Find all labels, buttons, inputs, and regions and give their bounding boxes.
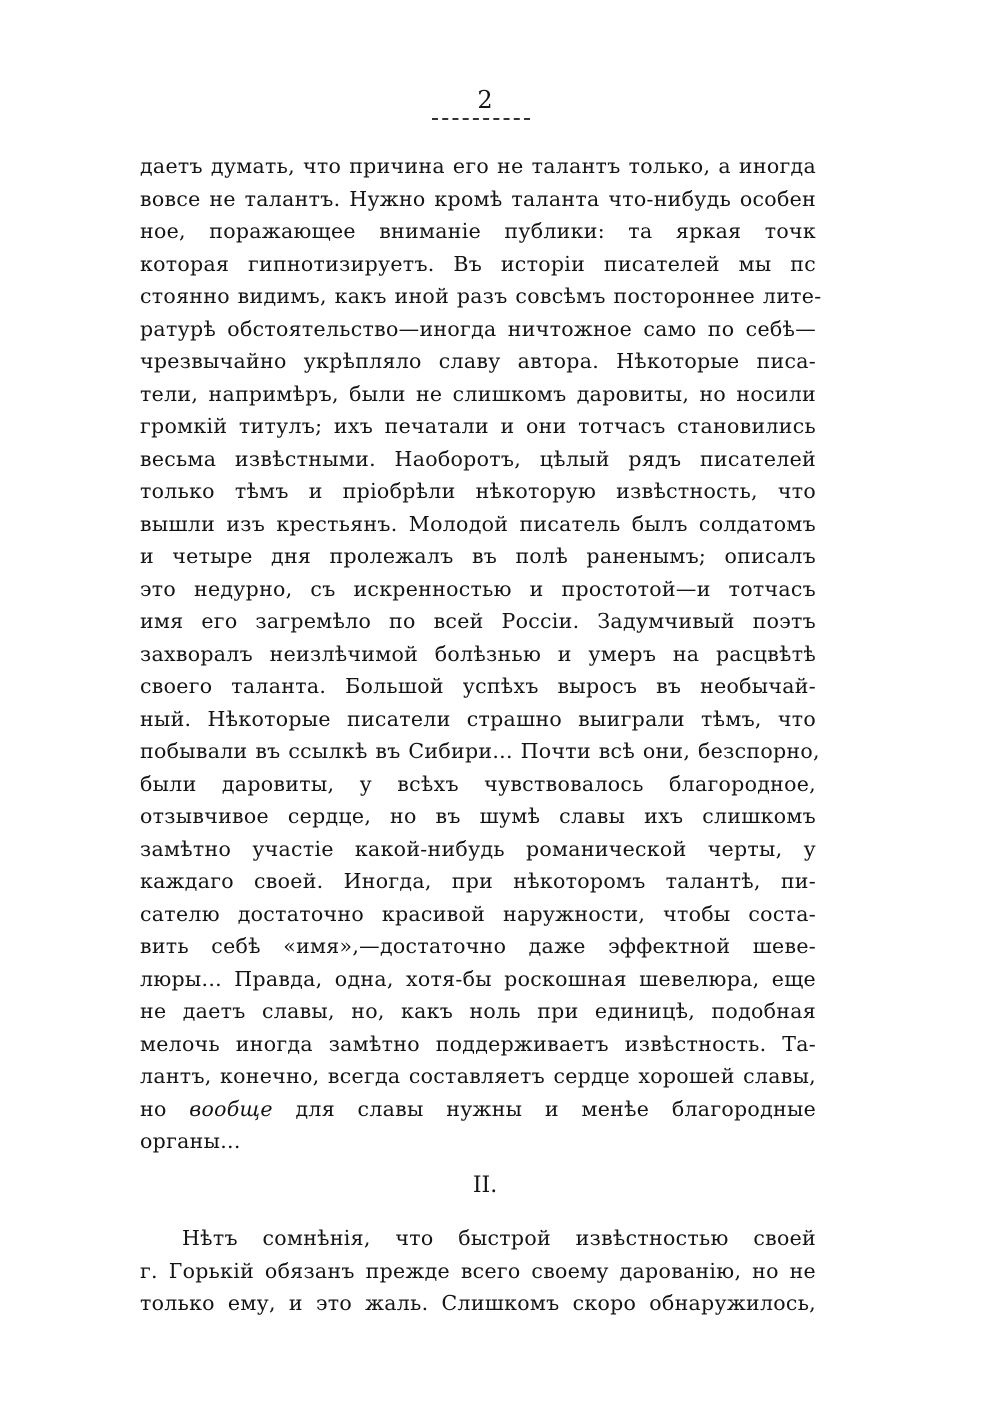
text-line: даетъ думать, что причина его не талантъ только, а иногда xyxy=(140,154,816,178)
text-line: ный. Нѣкоторые писатели страшно выиграли тѣмъ, что xyxy=(140,706,816,731)
text-line: лантъ, конечно, всегда составляетъ сердце хорошей славы, xyxy=(140,1064,816,1088)
text-line: которая гипнотизируетъ. Въ исторіи писателей мы пс xyxy=(140,251,816,276)
text-line: вовсе не талантъ. Нужно кромѣ таланта что-нибудь особен xyxy=(140,186,816,211)
text-line-last: органы... xyxy=(140,1129,241,1153)
paragraph-2 xyxy=(140,1222,816,1320)
text-line: и четыре дня пролежалъ въ полѣ раненымъ; описалъ xyxy=(140,544,816,568)
text-line: каждаго своей. Иногда, при нѣкоторомъ талантѣ, пи- xyxy=(140,869,816,893)
text-line: отзывчивое сердце, но въ шумѣ славы ихъ слишкомъ xyxy=(140,804,816,828)
text-line: своего таланта. Большой успѣхъ выросъ въ необычай- xyxy=(140,674,816,698)
paragraph-1 xyxy=(140,150,822,1158)
text-line: были даровиты, у всѣхъ чувствовалось благородное, xyxy=(140,771,816,796)
text-line: вить себѣ «имя»,—достаточно даже эффектной шеве- xyxy=(140,934,816,958)
text-line: ратурѣ обстоятельство—иногда ничтожное само по себѣ— xyxy=(140,316,816,341)
text-line: стоянно видимъ, какъ иной разъ совсѣмъ постороннее лите- xyxy=(140,284,822,308)
text-line: это недурно, съ искренностью и простотой—и тотчасъ xyxy=(140,576,816,601)
text-line: тели, напримѣръ, были не слишкомъ даровиты, но носили xyxy=(140,381,816,406)
text-line: весьма извѣстными. Наоборотъ, цѣлый рядъ писателей xyxy=(140,446,816,471)
text-line: замѣтно участіе какой-нибудь романической черты, у xyxy=(140,836,816,861)
text-line: только ему, и это жаль. Слишкомъ скоро обнаружилось, xyxy=(140,1291,816,1315)
text-line: мелочь иногда замѣтно поддерживаетъ извѣстность. Та- xyxy=(140,1031,816,1056)
text-line: ное, поражающее вниманіе публики: та яркая точк xyxy=(140,219,816,243)
text-line: вышли изъ крестьянъ. Молодой писатель былъ солдатомъ xyxy=(140,511,816,536)
text-line: побывали въ ссылкѣ въ Сибири... Почти всѣ они, безспорно, xyxy=(140,739,820,763)
text-line: только тѣмъ и пріобрѣли нѣкоторую извѣстность, что xyxy=(140,479,816,503)
text-line: люры... Правда, одна, хотя-бы роскошная шевелюра, еще xyxy=(140,966,816,991)
line-text-before-emphasis: но xyxy=(140,1096,190,1121)
text-line: не даетъ славы, но, какъ ноль при единицѣ, подобная xyxy=(140,999,816,1023)
text-line: громкій титулъ; ихъ печатали и они тотчасъ становились xyxy=(140,414,816,438)
text-line: захворалъ неизлѣчимой болѣзнью и умеръ на расцвѣтѣ xyxy=(140,641,816,666)
page-number-rule xyxy=(432,118,530,120)
text-line-with-emphasis xyxy=(140,1093,816,1126)
line-text-after-emphasis: для славы нужны и менѣе благородные xyxy=(272,1096,817,1121)
section-heading: II. xyxy=(472,1173,498,1198)
text-line: имя его загремѣло по всей Россіи. Задумчивый поэтъ xyxy=(140,609,816,633)
text-line: чрезвычайно укрѣпляло славу автора. Нѣкоторые писа- xyxy=(140,349,816,373)
text-line: г. Горькій обязанъ прежде всего своему дарованію, но не xyxy=(140,1258,816,1283)
page-number: 2 xyxy=(477,86,493,114)
text-line: сателю достаточно красивой наружности, чтобы соста- xyxy=(140,901,816,926)
text-line-indented: Нѣтъ сомнѣнія, что быстрой извѣстностью своей xyxy=(182,1226,816,1250)
emphasized-word: вообще xyxy=(189,1096,273,1121)
